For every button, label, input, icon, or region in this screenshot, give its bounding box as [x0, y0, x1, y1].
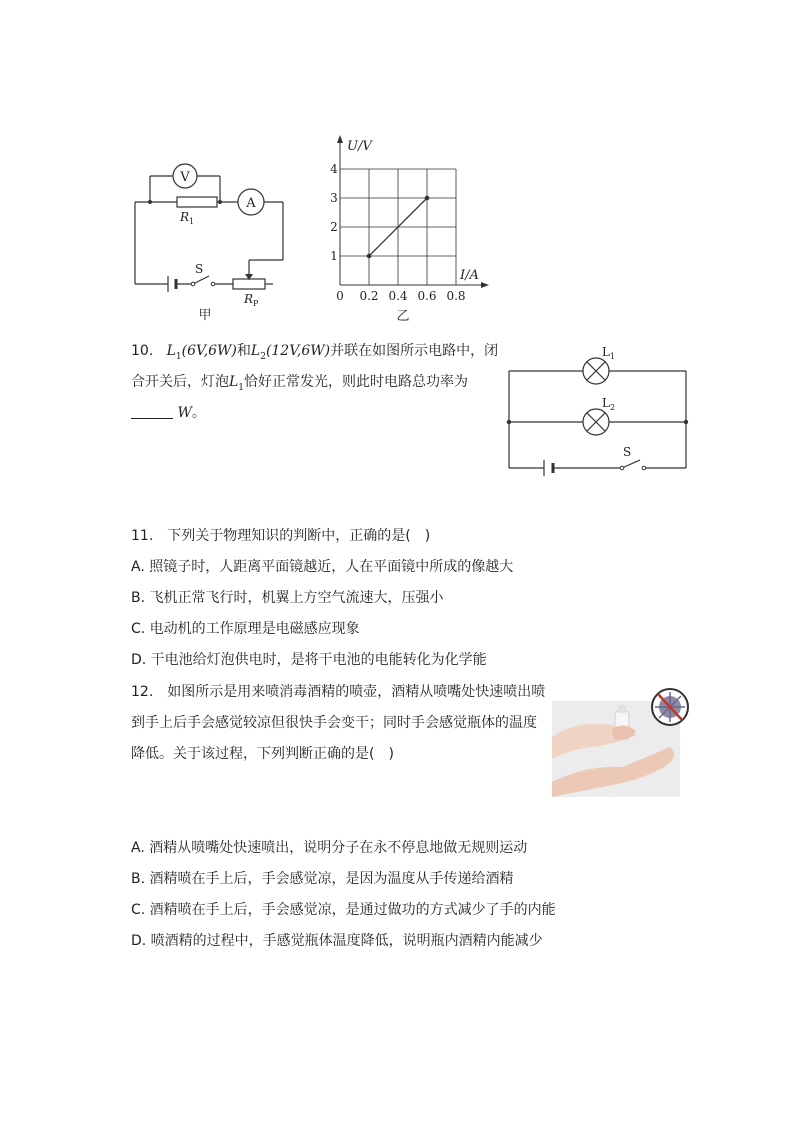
y-tick-label: 1: [330, 249, 338, 263]
x-tick-label: 0.4: [388, 289, 408, 303]
svg-text:S: S: [195, 262, 204, 276]
svg-text:2: 2: [610, 403, 616, 412]
y-tick-label: 2: [330, 220, 338, 234]
ui-graph-yi: [325, 132, 495, 327]
caption-yi: 乙: [396, 309, 410, 324]
x-tick-label: 0.6: [417, 289, 437, 303]
lamp-l2: [583, 409, 609, 435]
lamp-l1: [583, 358, 609, 384]
q10-line3: W。: [131, 403, 206, 423]
q11-stem: 11. 下列关于物理知识的判断中，正确的是( ): [131, 528, 431, 544]
q11-option-a[interactable]: A. 照镜子时，人距离平面镜越近，人在平面镜中所成的像越大: [131, 559, 514, 575]
answer-blank[interactable]: [131, 404, 173, 419]
data-point: [425, 196, 430, 201]
rheostat-rp: [233, 279, 265, 289]
svg-text:L: L: [602, 345, 610, 359]
svg-text:R: R: [180, 210, 190, 224]
spray-hands-photo: [552, 687, 694, 797]
q12-option-a[interactable]: A. 酒精从喷嘴处快速喷出，说明分子在永不停息地做无规则运动: [131, 840, 528, 856]
svg-text:R: R: [244, 292, 254, 306]
q12-stem-line2: 到手上后手会感觉较凉但很快手会变干；同时手会感觉瓶体的温度: [131, 715, 537, 731]
x-axis-label: I/A: [460, 268, 479, 283]
q10-line2: 合开关后，灯泡$L_1$恰好正常发光，则此时电路总功率为: [131, 374, 469, 393]
q12-stem-line3: 降低。关于该过程，下列判断正确的是( ): [131, 746, 394, 762]
q11-option-c[interactable]: C. 电动机的工作原理是电磁感应现象: [131, 621, 360, 637]
y-tick-label: 3: [330, 191, 338, 205]
resistor-r1: [177, 197, 217, 207]
circuit-diagram-jia: [125, 152, 300, 327]
q12-option-d[interactable]: D. 喷酒精的过程中，手感觉瓶体温度降低，说明瓶内酒精内能减少: [131, 933, 543, 949]
x-tick-label: 0.8: [446, 289, 466, 303]
q12-option-b[interactable]: B. 酒精喷在手上后，手会感觉凉，是因为温度从手传递给酒精: [131, 871, 514, 887]
svg-text:L: L: [602, 396, 610, 410]
battery: [544, 460, 553, 476]
y-tick-label: 4: [330, 162, 338, 176]
svg-text:1: 1: [189, 217, 195, 226]
q12-stem-line1: 12. 如图所示是用来喷消毒酒精的喷壶，酒精从喷嘴处快速喷出喷: [131, 684, 546, 700]
svg-text:1: 1: [610, 352, 616, 361]
svg-text:S: S: [623, 445, 632, 459]
data-point: [367, 254, 372, 259]
caption-jia: 甲: [198, 308, 212, 323]
x-tick-label: 0.2: [359, 289, 379, 303]
battery: [168, 276, 176, 292]
q11-option-d[interactable]: D. 干电池给灯泡供电时，是将干电池的电能转化为化学能: [131, 652, 487, 668]
q10-line1: 10. $L_1(6V,6W)$和$L_2(12V,6W)$并联在如图所示电路中，闭: [131, 343, 499, 362]
grid: [340, 140, 487, 285]
q11-option-b[interactable]: B. 飞机正常飞行时，机翼上方空气流速大，压强小: [131, 590, 444, 606]
circuit-diagram-q10: [500, 340, 700, 485]
svg-text:A: A: [246, 196, 256, 211]
x-tick-label: 0: [336, 289, 344, 303]
y-axis-label: U/V: [347, 139, 372, 154]
q12-option-c[interactable]: C. 酒精喷在手上后，手会感觉凉，是通过做功的方式减少了手的内能: [131, 902, 556, 918]
svg-text:P: P: [253, 299, 259, 308]
svg-text:V: V: [180, 170, 190, 185]
